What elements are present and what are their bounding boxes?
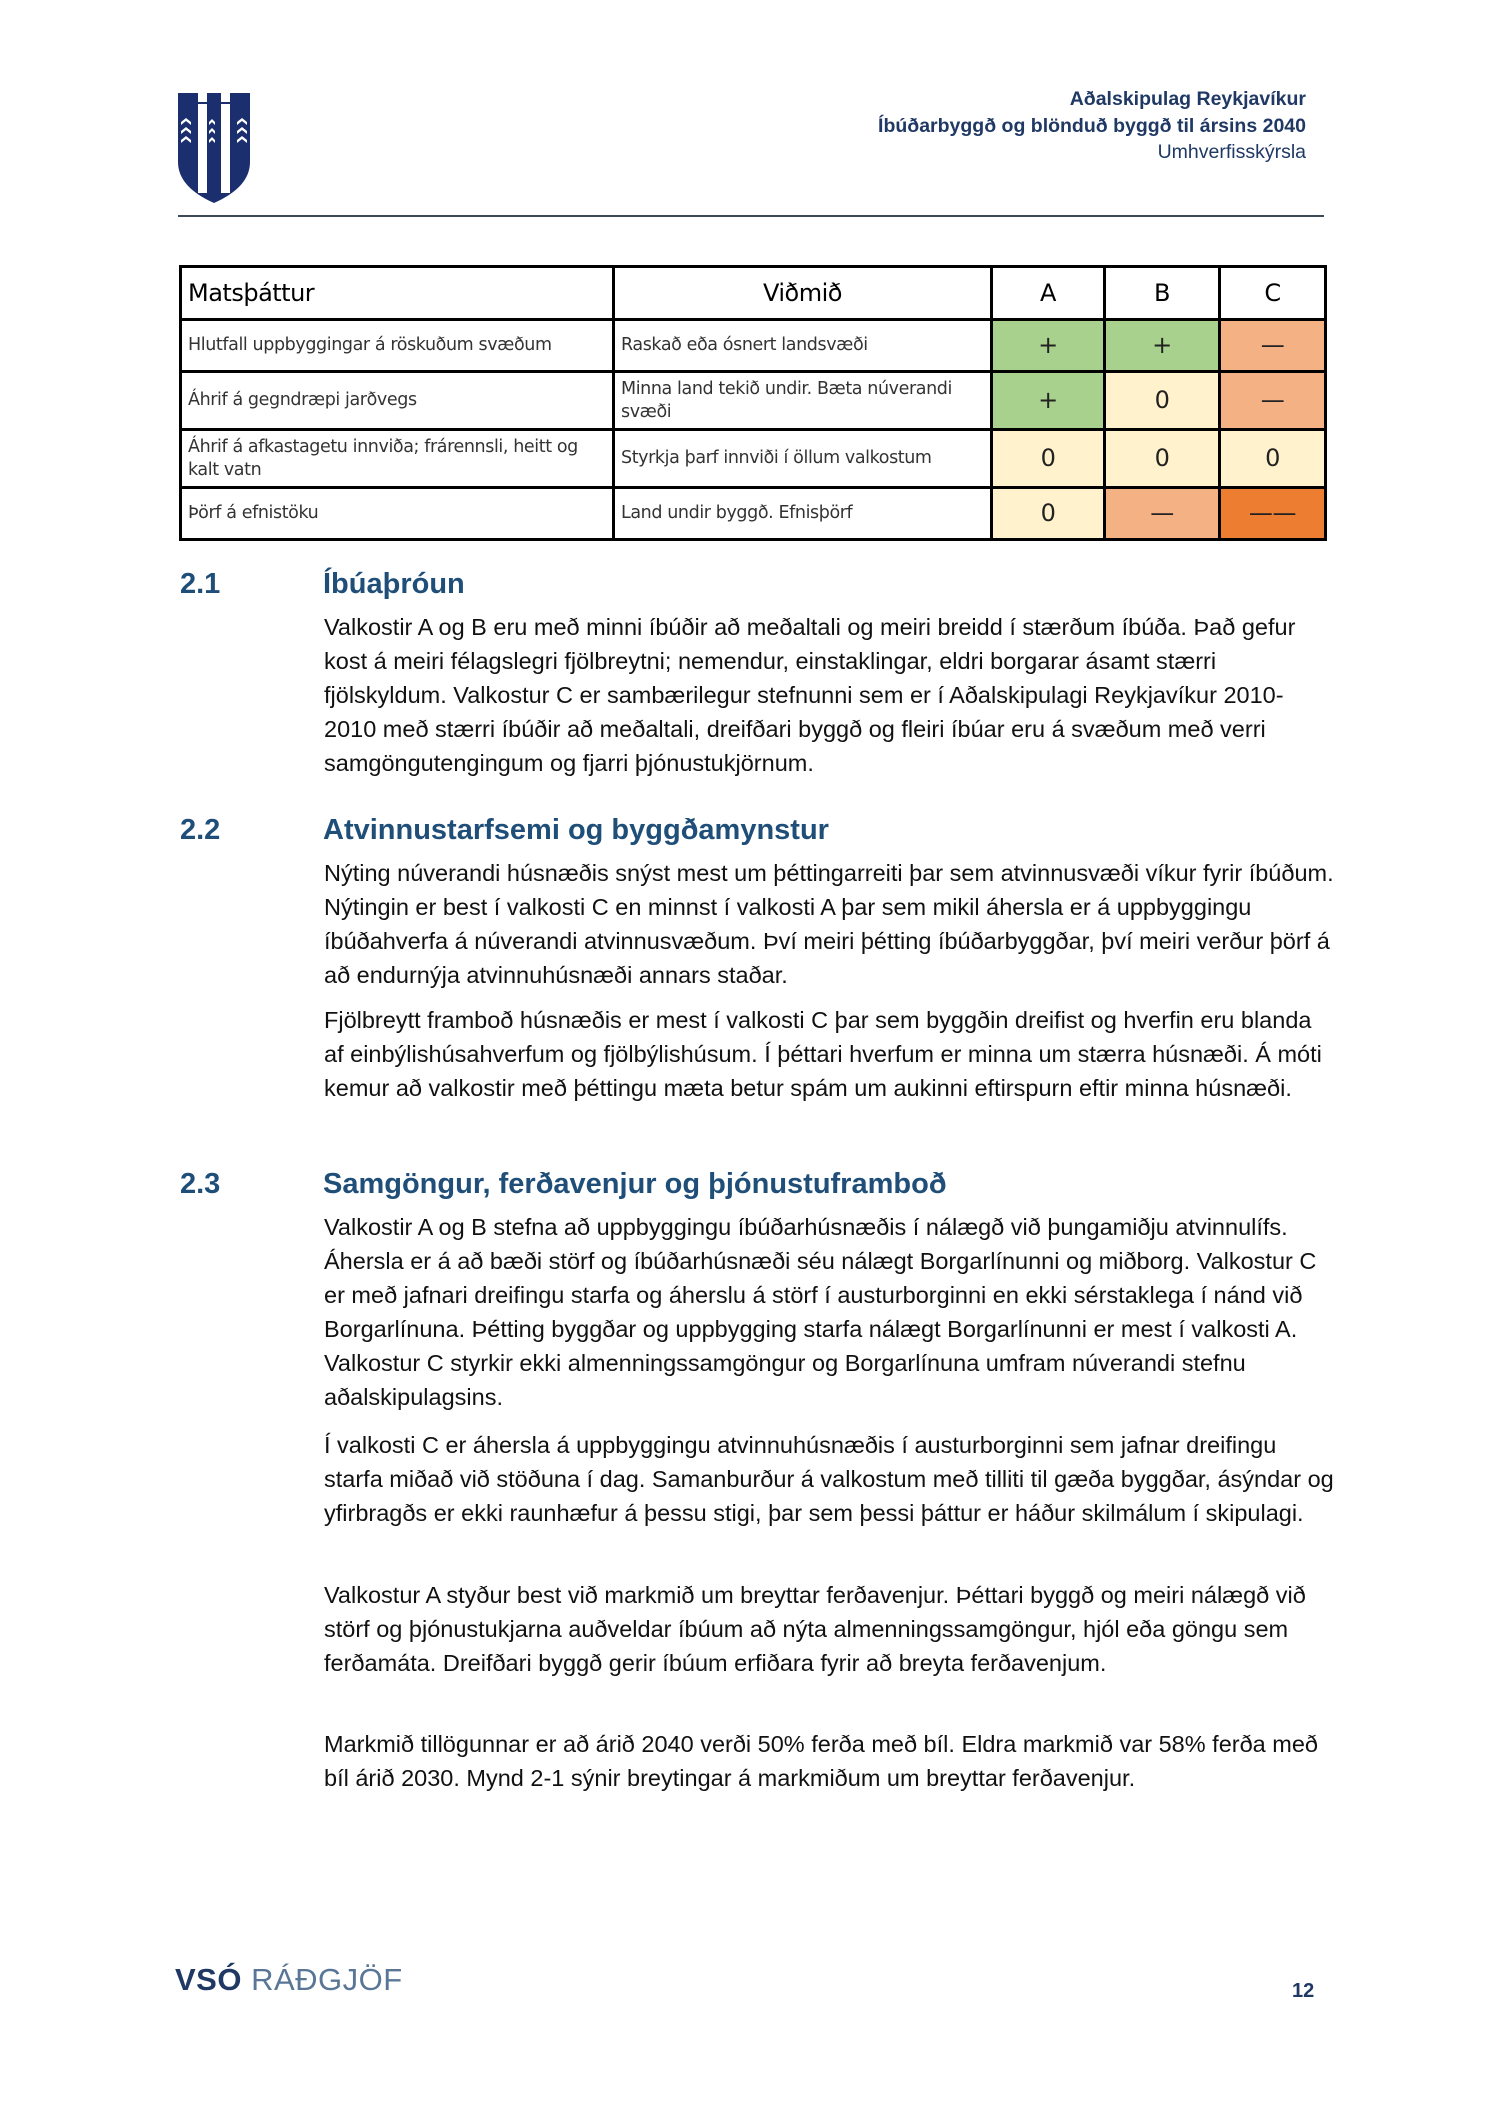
factor-cell: Hlutfall uppbyggingar á röskuðum svæðum bbox=[181, 320, 614, 372]
table-header-row bbox=[181, 267, 1326, 320]
rating-c: 0 bbox=[1220, 430, 1326, 488]
table-row bbox=[181, 372, 1326, 430]
rating-b: + bbox=[1105, 320, 1220, 372]
rating-c: — bbox=[1220, 320, 1326, 372]
factor-cell: Áhrif á afkastagetu innviða; frárennsli, heitt og kalt vatn bbox=[181, 430, 614, 488]
rating-b: 0 bbox=[1105, 372, 1220, 430]
paragraph: Valkostur A styður best við markmið um breyttar ferðavenjur. Þéttari byggð og meiri nálægð við störf og þjónustukjarna auðveldar íbúum að nýta almenningssamgöngur, hjól eða göngu sem ferðamáta. Dreifðari byggð gerir íbúum erfiðara fyrir að breyta ferðavenjum. bbox=[324, 1582, 1306, 1676]
vso-radgjof-logo bbox=[175, 1962, 403, 1998]
header-subtitle: Íbúðarbyggð og blönduð byggð til ársins 2040 bbox=[878, 114, 1306, 137]
criterion-cell: Styrkja þarf innviði í öllum valkostum bbox=[614, 430, 992, 488]
paragraph: Markmið tillögunnar er að árið 2040 verði 50% ferða með bíl. Eldra markmið var 58% ferða með bíl árið 2030. Mynd 2-1 sýnir breytingar á markmiðum um breyttar ferðavenjur. bbox=[324, 1731, 1318, 1791]
paragraph: Fjölbreytt framboð húsnæðis er mest í valkosti C þar sem byggðin dreifist og hverfin eru blanda af einbýlishúsahverfum og fjölbýlishúsum. Í þéttari hverfum er minna um stærra húsnæði. Á móti kemur að valkostir með þéttingu mæta betur spám um aukinni eftirspurn eftir minna húsnæði. bbox=[324, 1007, 1322, 1101]
rating-c: —— bbox=[1220, 488, 1326, 540]
rating-a: + bbox=[992, 372, 1105, 430]
criterion-cell: Land undir byggð. Efnisþörf bbox=[614, 488, 992, 540]
section-title: Íbúaþróun bbox=[323, 568, 465, 600]
factor-cell: Þörf á efnistöku bbox=[181, 488, 614, 540]
header-divider bbox=[178, 215, 1324, 217]
table-row bbox=[181, 430, 1326, 488]
section-number: 2.3 bbox=[180, 1168, 221, 1200]
logo-bold-text: VSÓ bbox=[175, 1962, 242, 1997]
rating-a: + bbox=[992, 320, 1105, 372]
section-title: Samgöngur, ferðavenjur og þjónustuframboð bbox=[323, 1168, 947, 1200]
rating-a: 0 bbox=[992, 488, 1105, 540]
page-number: 12 bbox=[1292, 1980, 1315, 2002]
header-title: Aðalskipulag Reykjavíkur bbox=[1069, 88, 1306, 110]
column-header-b: B bbox=[1105, 267, 1220, 320]
column-header-factor: Matsþáttur bbox=[181, 267, 614, 320]
criterion-cell: Minna land tekið undir. Bæta núverandi svæði bbox=[614, 372, 992, 430]
factor-cell: Áhrif á gegndræpi jarðvegs bbox=[181, 372, 614, 430]
logo-light-text: RÁÐGJÖF bbox=[251, 1962, 403, 1997]
column-header-a: A bbox=[992, 267, 1105, 320]
rating-b: — bbox=[1105, 488, 1220, 540]
rating-c: — bbox=[1220, 372, 1326, 430]
header-report-type: Umhverfisskýrsla bbox=[1157, 141, 1306, 163]
section-number: 2.1 bbox=[180, 568, 221, 600]
paragraph: Valkostir A og B eru með minni íbúðir að meðaltali og meiri breidd í stærðum íbúða. Það gefur kost á meiri félagslegri fjölbreytni; nemendur, einstaklingar, eldri borgarar ásamt stærri fjölskyldum. Valkostur C er sambærilegur stefnunni sem er í Aðalskipulagi Reykjavíkur 2010-2010 með stærri íbúðir að meðaltali, dreifðari byggð og fleiri íbúar eru á svæðum með verri samgöngutengingum og fjarri þjónustukjörnum. bbox=[324, 614, 1296, 776]
paragraph: Nýting núverandi húsnæðis snýst mest um þéttingarreiti þar sem atvinnusvæði víkur fyrir íbúðum. Nýtingin er best í valkosti C en minnst í valkosti A þar sem mikil áhersla er á uppbyggingu íbúðahverfa á núverandi atvinnusvæðum. Því meiri þétting íbúðarbyggðar, því meiri verður þörf á að endurnýja atvinnuhúsnæði annars staðar. bbox=[324, 860, 1334, 988]
criterion-cell: Raskað eða ósnert landsvæði bbox=[614, 320, 992, 372]
rating-b: 0 bbox=[1105, 430, 1220, 488]
table-row bbox=[181, 320, 1326, 372]
reykjavik-crest-icon bbox=[177, 92, 251, 204]
table-row bbox=[181, 488, 1326, 540]
section-title: Atvinnustarfsemi og byggðamynstur bbox=[323, 814, 829, 846]
rating-a: 0 bbox=[992, 430, 1105, 488]
evaluation-table bbox=[179, 265, 1327, 541]
paragraph: Valkostir A og B stefna að uppbyggingu íbúðarhúsnæðis í nálægð við þungamiðju atvinnulífs. Áhersla er á að bæði störf og íbúðarhúsnæði séu nálægt Borgarlínunni og miðborg. Valkostur C er með jafnari dreifingu starfa og áherslu á störf í austurborginni en ekki sérstaklega í nánd við Borgarlínuna. Þétting byggðar og uppbygging starfa nálægt Borgarlínunni er mest í valkosti A. Valkostur C styrkir ekki almenningssamgöngur og Borgarlínuna umfram núverandi stefnu aðalskipulagsins. bbox=[324, 1214, 1317, 1410]
document-header bbox=[878, 86, 1306, 166]
paragraph: Í valkosti C er áhersla á uppbyggingu atvinnuhúsnæðis í austurborginni sem jafnar dreifingu starfa miðað við stöðuna í dag. Samanburður á valkostum með tilliti til gæða byggðar, ásýndar og yfirbragðs er ekki raunhæfur á þessu stigi, þar sem þessi þáttur er háður skilmálum í skipulagi. bbox=[324, 1432, 1334, 1526]
section-number: 2.2 bbox=[180, 814, 221, 846]
column-header-criterion: Viðmið bbox=[614, 267, 992, 320]
column-header-c: C bbox=[1220, 267, 1326, 320]
